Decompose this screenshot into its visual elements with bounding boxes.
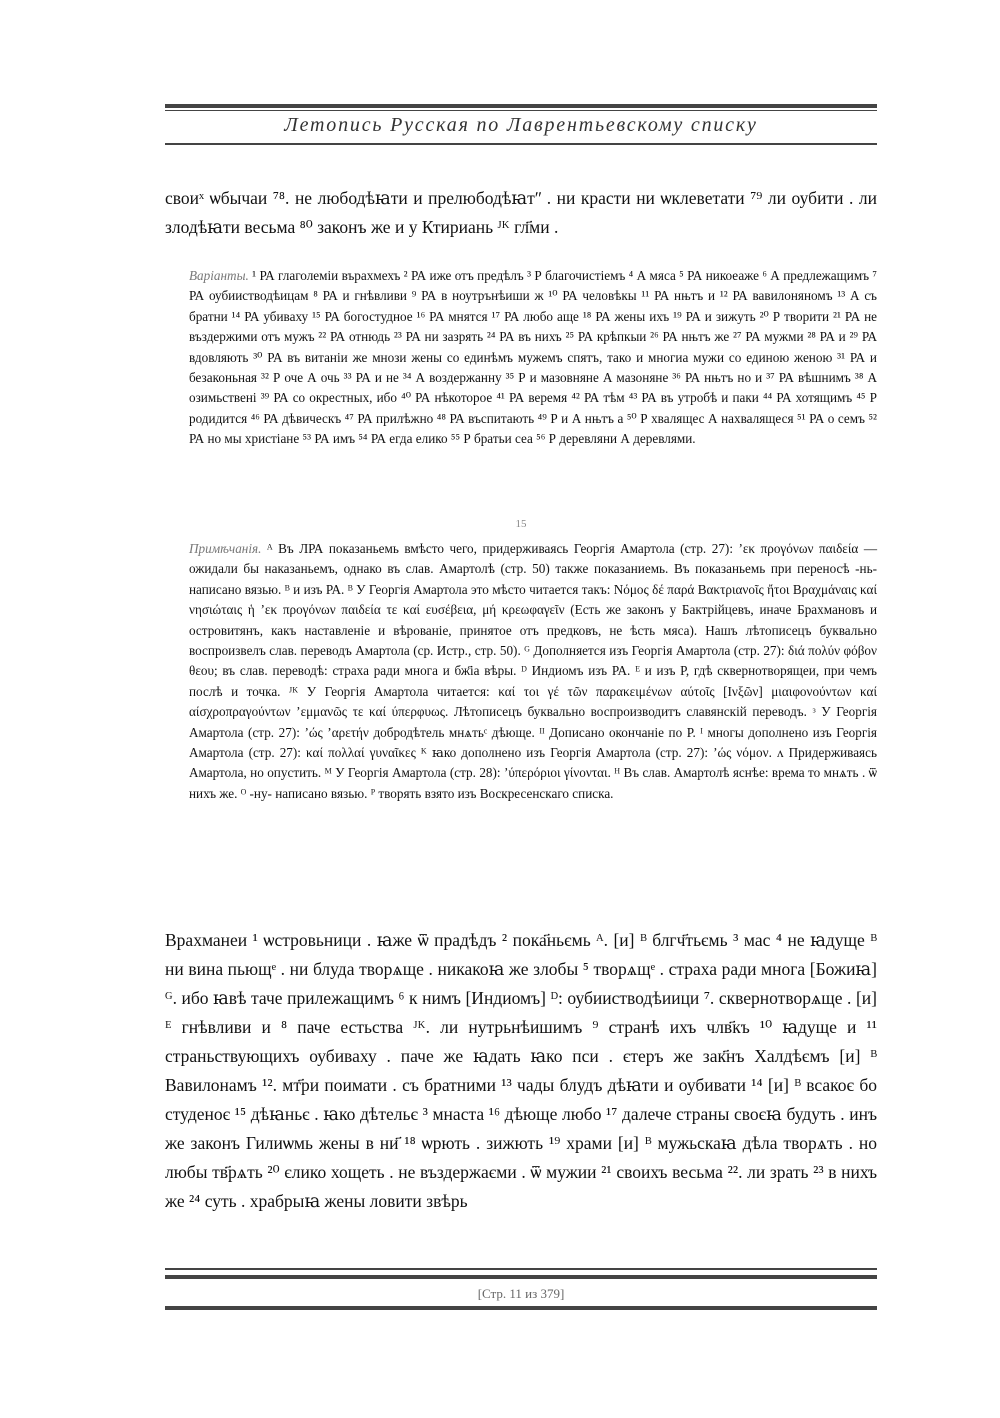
variants-block: [189, 266, 877, 450]
header-rule-thick: [165, 104, 877, 108]
top-text: своиˣ ѡбычаи ⁷⁸. не любодѣꙗти и прелюбодѣꙗтʺ . ни красти ни ѡклеветати ⁷⁹ ли оубити . ли злодѣꙗти весьма ⁸⁰ законъ же и у Ктириань ᴶᴷ гл҃ми .: [165, 188, 877, 237]
top-paragraph: [165, 184, 877, 242]
variants-label: Варіанты.: [189, 268, 249, 283]
main-text-block: [165, 926, 877, 1216]
footer-rule-bottom: [165, 1306, 877, 1310]
variants-text: ¹ РА глаголеміи върахмехъ ² РА иже отъ предѣлъ ³ Р благочистіемъ ⁴ А мяса ⁵ РА никоеаже ⁶ А предлежащимъ ⁷ РА оубиистводѣицам ⁸ РА и гнѣвливи ⁹ РА в ноутрънѣиши ж ¹⁰ РА человѣкы ¹¹ РА нњтъ и ¹² РА вавилоняномъ ¹³ А съ братни ¹⁴ РА убиваху ¹⁵ РА богостудное ¹⁶ РА мнятся ¹⁷ РА любо аще ¹⁸ РА жены ихъ ¹⁹ РА и зижуть ²⁰ Р творити ²¹ РА не въздержими отъ мужъ ²² РА отнюдь ²³ РА ни зазрять ²⁴ РА въ нихъ ²⁵ РА крѣпкыи ²⁶ РА нњтъ же ²⁷ РА мужми ²⁸ РА и ²⁹ РА вдовляють ³⁰ РА въ витаніи же мнози жены со единѣмъ мужемъ спятъ, тако и многиа мужи со единою женою ³¹ РА и безаконьная ³² Р оче А очь ³³ РА и не ³⁴ А воздержанну ³⁵ Р и мазовняне А мазоняне ³⁶ РА нњтъ но и ³⁷ РА вѣшнимъ ³⁸ А озимьствені ³⁹ РА со окрестных, ибо ⁴⁰ РА нѣкоторое ⁴¹ РА веремя ⁴² РА тѣм ⁴³ РА въ утробѣ и паки ⁴⁴ РА хотящимъ ⁴⁵ Р родидится ⁴⁶ РА дѣвическъ ⁴⁷ РА прилѣжно ⁴⁸ РА въспитають ⁴⁹ Р и А нњтъ а ⁵⁰ Р хвалящес А нахвалящеся ⁵¹ РА о семъ ⁵² РА но мы христiане ⁵³ РА имъ ⁵⁴ РА егда елико ⁵⁵ Р братьи сеа ⁵⁶ Р деревляни А деревлями.: [189, 268, 877, 447]
running-header-title: Летопись Русская по Лаврентьевскому списку: [284, 114, 758, 136]
notes-text: ᴬ Въ ЛРА показаньемь вмѣсто чего, придерживаясь Георгія Амартола (стр. 27): ’εκ προγόνων παιδεία — ожидали бы наказаньемъ, однако въ слав. Амартолѣ (стр. 50) также показаниемь. Въ показаньемь при переносѣ -нь- написано вязью. ᴮ и изъ РА. ᴮ У Георгія Амартола это мѣсто читается такъ: Νόμος δέ παρά Βακτριανοῖς ἤτοι Βραχμάναις καί νησιώταις ἡ ’εκ προγόνων παιδεία τε καί ευσέβεια, μή κρεωφαγεῖν (Есть же законъ у Бактрійцевъ, иначе Брахмановъ и островитянъ, какъ наставленіе и вѣрованіе, принятое отъ предковъ, не ѣсть мяса). Нашъ лѣтописецъ буквально воспроизвелъ слав. переводъ Амартола (ср. Истр., стр. 50). ᴳ Дополняется изъ Георгія Амартола (стр. 27): διά πολύν φόβον θεου; въ слав. переводѣ: страха ради многа и бж҃іа вѣры. ᴰ Индиомъ изъ РА. ᴱ и изъ Р, гдѣ сквернотворящеи, при чемъ послѣ и точка. ᴶᴷ У Георгія Амартола читается: καί τοι γέ τῶν παρακειμένων αύτοῖς [Ινξῶν] μιαιφονούντων καί αίσχροπραγούντων ’εμμανῶς τε καί ύπερφυως. Лѣтописецъ буквально воспроизводитъ славянскій переводъ. ᶟ У Георгія Амартола (стр. 27): ’ώς ’αρετήν добродѣтель мнѧтьᶜ дѣюще. ᴵᴵ Дописано окончаніе по Р. ᴵ многы дополнено изъ Георгія Амартола (стр. 27): καί πολλαί γυναῖκες ᴷ ꙗко дополнено изъ Георгія Амартола (стр. 27): ’ώς νόμον. ᴧ Придерживаясь Амартола, но опустить. ᴹ У Георгія Амартола (стр. 28): ’ύπερόριοι γίνονται. ᴴ Въ слав. Амартолѣ яснѣе: врема то мнѧть . ѿ нихъ же. ᴼ -ну- написано вязью. ᴾ творять взято изъ Воскресенскаго списка.: [189, 541, 878, 801]
header-rule-thin: [165, 110, 877, 111]
main-text: Врахманеи ¹ ѡстровьници . ꙗже ѿ прадѣдъ ² пока҃ньємь ᴬ. [и] ᴮ блгч҃тьємь ³ мас ⁴ не ꙗдуще ᴮ ни вина пьющᵉ . ни блуда творѧще . никакоꙗ же злобы ⁵ творѧщᵉ . страха ради многа [Божиꙗ] ᴳ. ибо ꙗвѣ таче прилежащимъ ⁶ к нимъ [Индиомъ] ᴰ: оубиистводѣиици ⁷. сквернотворѧще . [и] ᴱ гнѣвливи и ⁸ паче естьства ᴶᴷ. ли нутрьнѣишимъ ⁹ странѣ ихъ члв҃къ ¹⁰ ꙗдуще и ¹¹ страньствующихъ оубиваху . паче же ꙗдать ꙗко пси . єтеръ же зак҃нъ Халдѣємъ [и] ᴮ Вавилонамъ ¹². мт҃ри поимати . съ братними ¹³ чады блудъ дѣꙗти и оубивати ¹⁴ [и] ᴮ всакоє бо студеноє ¹⁵ дѣꙗньє . ꙗко дѣтельє ³ мнаста ¹⁶ дѣюще любо ¹⁷ далече страны своєꙗ будуть . инъ же законъ Гилиѡмь жены в ни҃ ¹⁸ ѡрють . зижють ¹⁹ храми [и] ᴮ мужьскаꙗ дѣла творѧть . но любы тв҃рѧть ²⁰ єлико хощеть . не въздержаєми . ѿ мужии ²¹ своихъ весьма ²². ли зрать ²³ в нихъ же ²⁴ суть . храбрыꙗ жены ловити звѣрь: [165, 930, 877, 1211]
notes-block: [189, 539, 877, 804]
footer-rule-mid: [165, 1275, 877, 1279]
notes-label: Примѣчанія.: [189, 541, 262, 556]
page-number: [Стр. 11 из 379]: [477, 1286, 565, 1301]
page-marker: 15: [515, 518, 527, 530]
notes-paragraph: [189, 539, 877, 804]
variants-paragraph: [189, 266, 877, 450]
footer-rule-top: [165, 1268, 877, 1270]
header-rule-bottom: [165, 143, 877, 145]
